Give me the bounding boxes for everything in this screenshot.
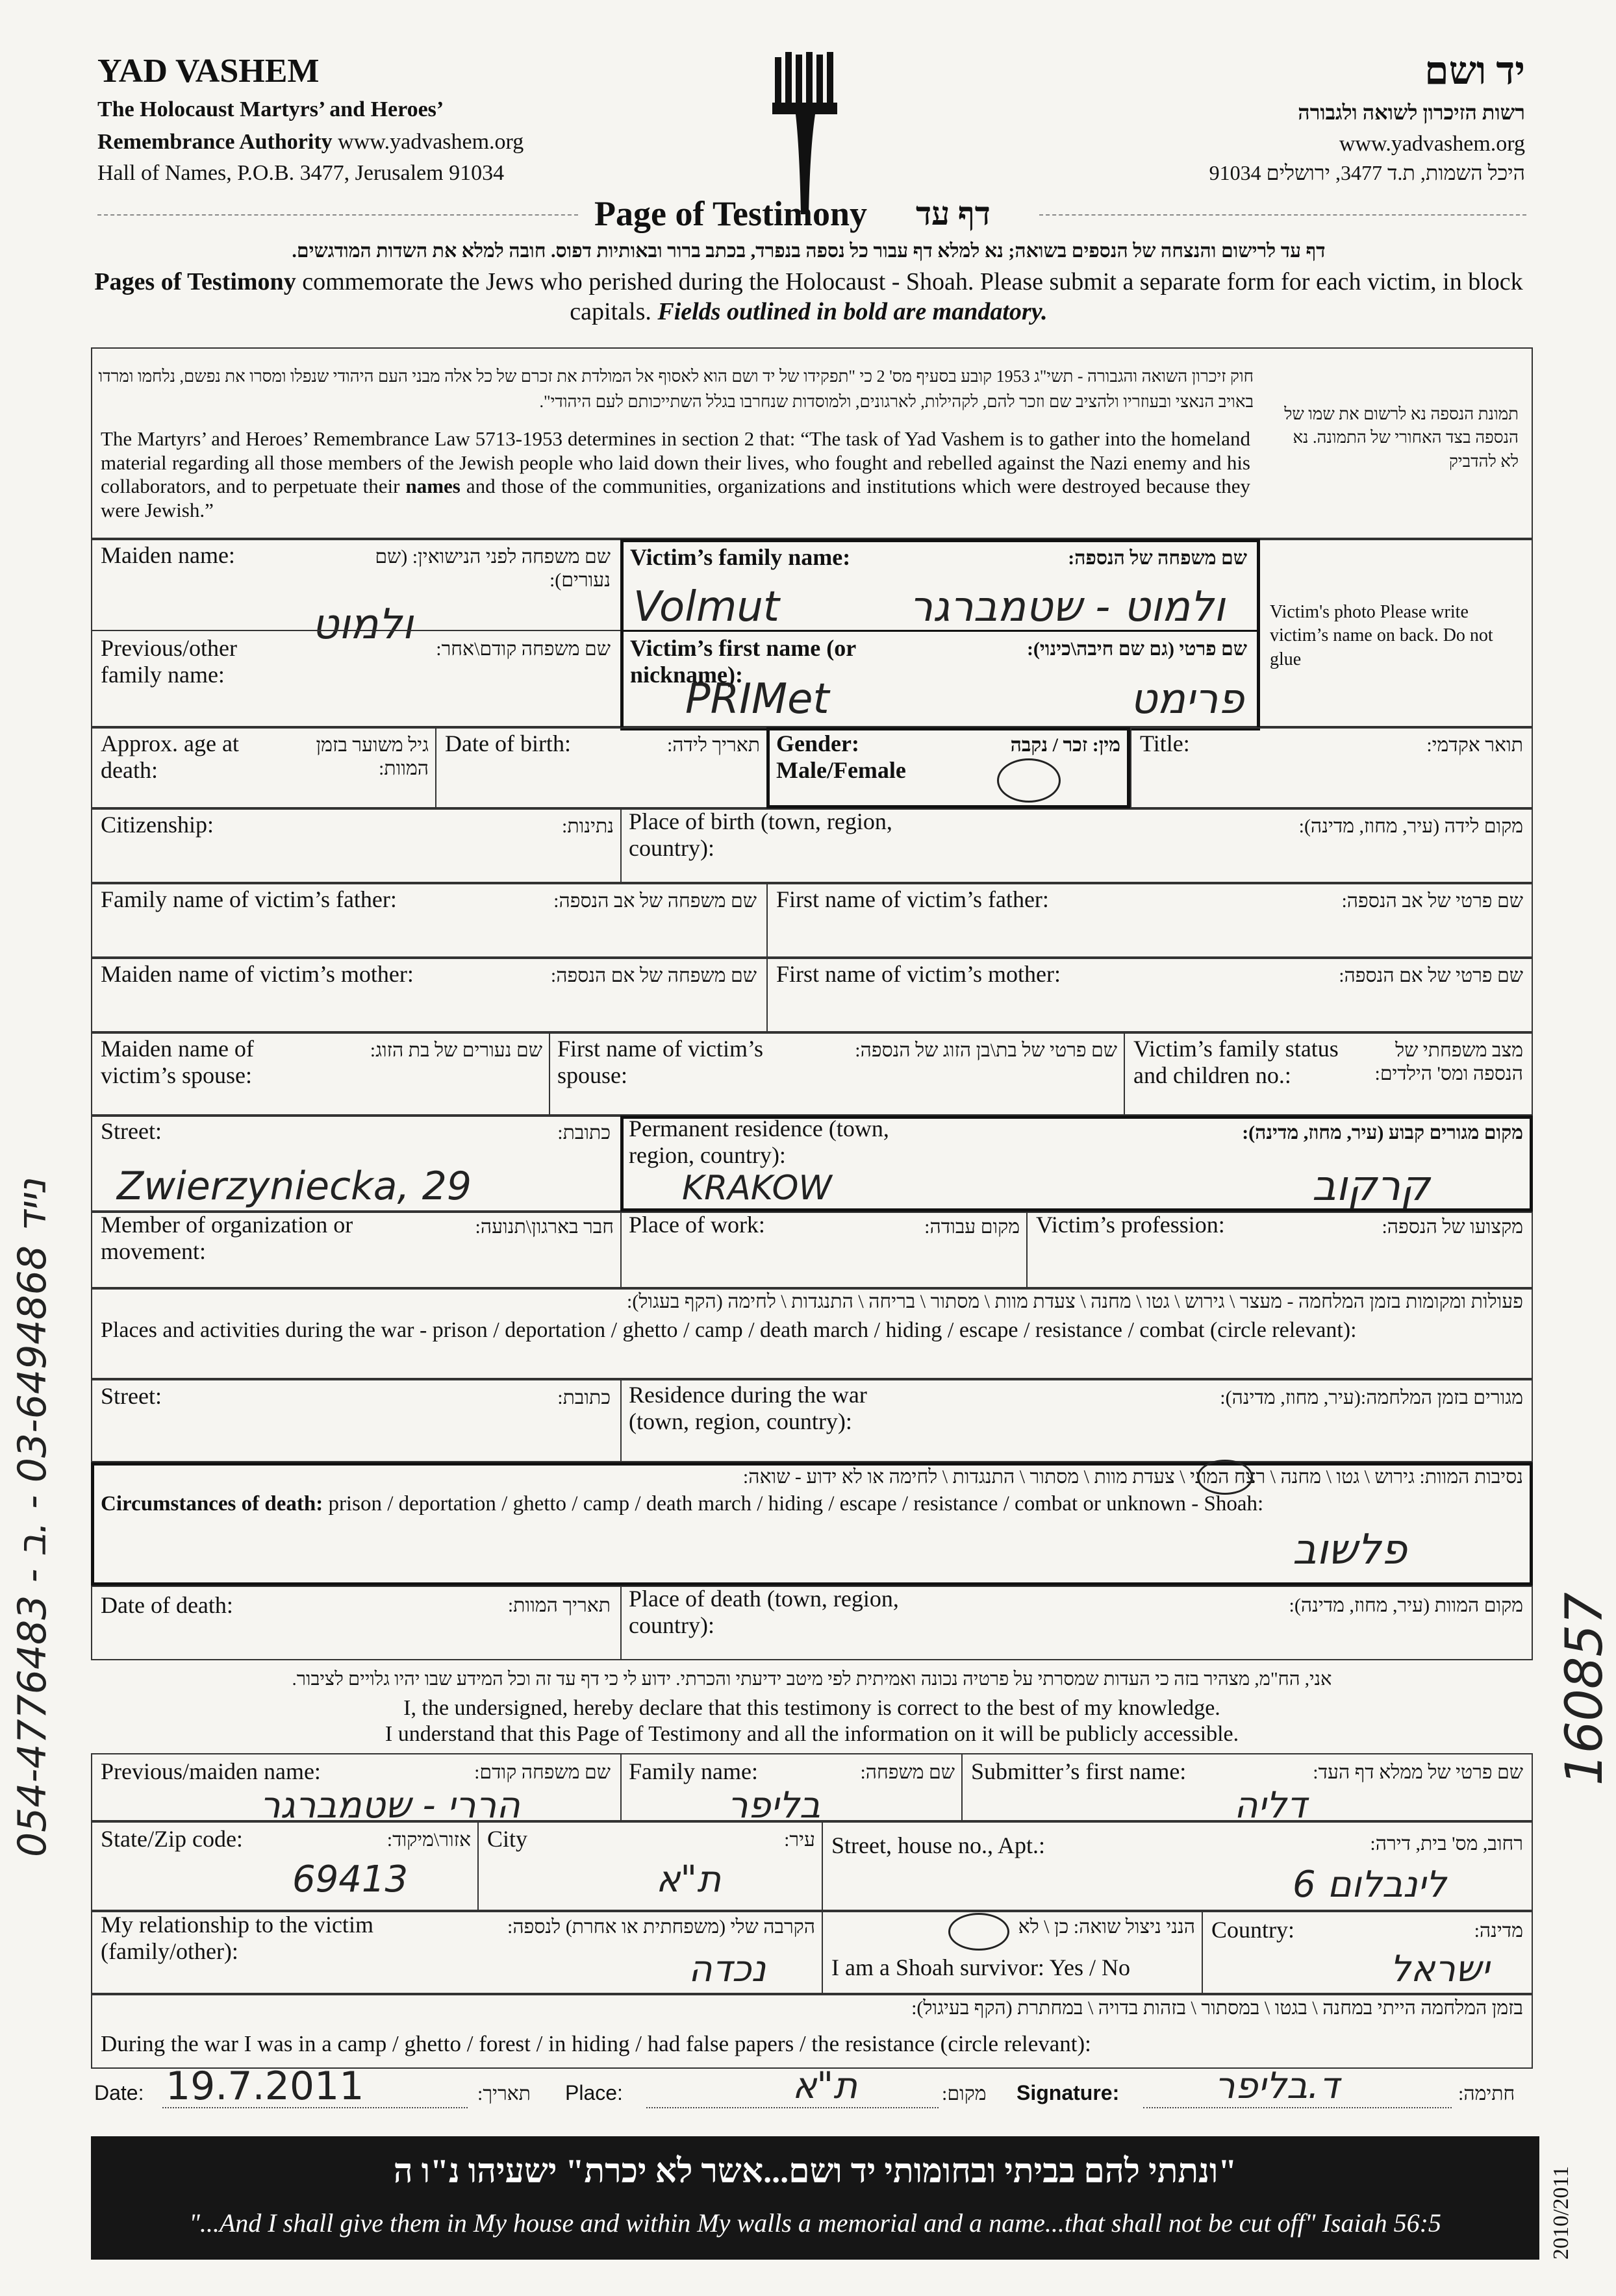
address-en: Hall of Names, P.O.B. 3477, Jerusalem 91034 [97,161,505,185]
submitter-street-value[interactable]: לינבלום 6 [1293,1864,1446,1906]
margin-record-number: 160857 [1556,1592,1614,1786]
law-he: חוק זיכרון השואה והגבורה - תשי"ג 1953 קובע בסעיף מס' 2 כי "תפקידו של יד ושם הוא לאסוף אל המולדת את זכרם של כל אלה מבני העם היהודי שנפלו ומסרו את נפשם, נלחמו ומרדו באויב הנאצי ובעוזריו ולהציב שם וזכר להם, לקהילות, לארגונים, ולמוסדות שנחרבו בגלל השתייכותם לעם היהודי". [98,367,1254,411]
profession-label-he: מקצועו של הנספה: [1382,1216,1523,1238]
date-value[interactable]: 19.7.2011 [166,2064,364,2109]
survivor-label-he: הנני ניצול שואה: כן \ לא [1018,1916,1195,1938]
war-street-label: Street: [101,1383,162,1409]
death-date-label: Date of death: [101,1592,233,1618]
divider-title [1130,727,1131,808]
circumstances-he: נסיבות המוות: גירוש \ גטו \ מחנה \ רצח המוני \ צעדת מוות \ מסתור \ התנגדות \ לחימה או לא ידוע - שואה: [742,1466,1523,1488]
zip-label-he: אזור\מיקוד: [386,1829,471,1851]
divider-work [620,1212,622,1288]
pob-label: Place of birth (town, region, country): [629,808,892,862]
org-subtitle-en: The Holocaust Martyrs’ and Heroes’ [97,97,444,121]
maiden-name-label: Maiden name: [101,542,235,568]
divider-addr-1 [477,1821,479,1911]
law-en-before: The Martyrs’ and Heroes’ Remembrance Law 5713-1953 determines in section 2 that: “The task of Yad Vashem is to gather into the homeland material regarding all those members of the Jewish people who laid down their lives, who fought and rebelled against the Nazi enemy and his collaborators, and to perpetuate their [101,427,1250,498]
family-name-value-en[interactable]: Volmut [633,583,779,631]
submitter-first-value[interactable]: דליה [1234,1784,1307,1827]
photo-frame[interactable] [1260,539,1533,727]
city-label-he: עיר: [784,1829,815,1851]
war-residence-label-he: מגורים בזמן המלחמה:(עיר, מחוז, מדינה): [1220,1387,1523,1408]
divider-spouse-2 [1124,1032,1125,1116]
father-first-label-he: שם פרטי של אב הנספה: [1341,890,1523,912]
date-label: Date: [94,2081,144,2104]
relationship-label-he: הקרבה שלי (משפחתית או אחרת) לנספה: [507,1916,815,1938]
date-label-he: תאריך: [477,2083,531,2104]
perm-residence-label-he: מקום מגורים קבוע (עיר, מחוז, מדינה): [1242,1122,1523,1143]
intro-en [91,268,1526,327]
place-label-he: מקום: [942,2083,987,2104]
first-name-value-en[interactable]: PRIMet [685,675,829,723]
divider-addr-2 [822,1821,823,1911]
org-name-en: YAD VASHEM [97,53,320,90]
header-rule-left [97,214,578,216]
first-name-label: Victim’s first name (or nickname): [630,635,856,688]
spouse-first-label: First name of victim’s spouse: [557,1036,763,1089]
intro-en-italic: Fields outlined in bold are mandatory. [657,297,1048,325]
zip-label: State/Zip code: [101,1826,243,1852]
submitter-prev-label-he: שם משפחה קודם: [474,1762,611,1783]
header-rule-right [1039,214,1526,216]
divider-first [620,630,1260,632]
citizenship-label: Citizenship: [101,812,214,838]
form-title-en: Page of Testimony [594,194,868,233]
spouse-maiden-label-he: שם נעורים של בת הזוג: [370,1040,542,1061]
places-he: פעולות ומקומות בזמן המלחמה - מעצר \ גירוש \ גטו \ מחנה \ צעדת מוות \ מסתור \ בריחה \ התנגדות \ לחימה (הקף בעגול): [627,1291,1523,1312]
quote-banner [91,2136,1539,2260]
place-value[interactable]: ת"א [792,2065,857,2107]
submitter-street-label-he: רחוב, מס' בית, דירה: [1370,1833,1523,1854]
mother-first-label-he: שם פרטי של אם הנספה: [1339,965,1523,986]
family-status-label-he: מצב משפחתי של הנספה ומס' הילדים: [1374,1040,1523,1084]
relationship-value[interactable]: נכדה [688,1948,766,1990]
camp-circle[interactable] [1197,1460,1253,1495]
divider-father [766,883,768,958]
perm-residence-value-he[interactable]: קרקוב [1312,1162,1430,1210]
mother-first-label: First name of victim’s mother: [776,961,1061,987]
dob-label-he: תאריך לידה: [666,734,760,756]
declaration-en-2: I understand that this Page of Testimony and all the information on it will be publicly accessible. [385,1722,1239,1746]
spouse-first-label-he: שם פרטי של בת\בן הזוג של הנספה: [855,1040,1117,1061]
father-family-label: Family name of victim’s father: [101,886,397,912]
submitter-family-value[interactable]: בליפר [727,1784,821,1827]
divider-mother [766,958,768,1032]
divider-war-residence [620,1379,622,1462]
org-name-he: יד ושם [1424,49,1525,92]
website-he: www.yadvashem.org [1339,132,1525,156]
banner-quote-en: "...And I shall give them in My house and within My walls a memorial and a name...that shall not be cut off" Isaiah 56:5 [189,2208,1441,2238]
submitter-family-label: Family name: [629,1758,758,1784]
war-street-label-he: כתובת: [557,1387,611,1408]
first-name-value-he[interactable]: פרימט [1130,675,1244,723]
dob-label: Date of birth: [445,730,571,756]
org-subtitle-he: רשות הזיכרון לשואה ולגבורה [1298,101,1525,124]
city-label: City [487,1826,528,1852]
website-en: www.yadvashem.org [338,130,524,154]
prev-name-label: Previous/other family name: [101,635,237,688]
divider-death [620,1586,622,1660]
age-label-he: גיל משוער בזמן המוות: [316,734,429,779]
war-experience-en: During the war I was in a camp / ghetto / forest / in hiding / had false papers / the resistance (circle relevant): [101,2031,1091,2056]
city-value[interactable]: ת"א [656,1858,721,1901]
prev-name-label-he: שם משפחה קודם\אחר: [436,638,611,660]
margin-phones: 054-4776483 - נייד 03-6494868 - .ב [10,1179,55,1857]
divider-rel-2 [1202,1911,1203,1994]
photo-note-he: תמונת הנספה נא לרשום את שמו של הנספה בצד האחורי של התמונה. נא לא להדביק [1284,405,1519,471]
divider-rel-1 [822,1911,823,1994]
declaration-en-1: I, the undersigned, hereby declare that this testimony is correct to the best of my knowledge. [403,1696,1220,1720]
divider-sub-2 [961,1753,963,1821]
zip-value[interactable]: 69413 [292,1858,409,1901]
signature-label-he: חתימה: [1458,2083,1515,2104]
spouse-maiden-label: Maiden name of victim’s spouse: [101,1036,254,1089]
country-label: Country: [1211,1917,1295,1943]
form-title-he: דף עד [916,195,991,232]
family-name-label-he: שם משפחה של הנספה: [1068,547,1247,569]
banner-quote-he: "ונתתי להם בביתי ובחומותי יד ושם...אשר לא יכרת" ישעיהו נ"ו ה [393,2153,1237,2190]
places-en: Places and activities during the war - prison / deportation / ghetto / camp / death march / hiding / escape / resistance / combat (circle relevant): [101,1318,1357,1342]
submitter-street-label: Street, house no., Apt.: [831,1832,1045,1858]
submitter-first-label: Submitter’s first name: [971,1758,1187,1784]
title-label: Title: [1140,730,1190,756]
maiden-name-label-he: שם משפחה לפני הנישואין: (שם נעורים): [375,546,611,591]
member-label: Member of organization or movement: [101,1212,353,1265]
street-label: Street: [101,1118,162,1144]
circumstances-en-rest: prison / deportation / ghetto / camp / death march / hiding / escape / resistance / combat or unknown - Shoah: [323,1492,1264,1516]
submitter-family-label-he: שם משפחה: [860,1762,955,1783]
signature-value[interactable]: ד.בליפר [1215,2065,1339,2107]
war-experience-he: בזמן המלחמה הייתי במחנה \ בגטו \ במסתור \ בזהות בדויה \ במחתרת (הקף בעיגול): [911,1997,1523,2019]
circumstances-en-bold: Circumstances of death: [101,1492,323,1516]
work-label: Place of work: [629,1212,765,1238]
country-value[interactable]: ישראל [1390,1948,1490,1990]
intro-en-rest: commemorate the Jews who perished during the Holocaust - Shoah. Please submit a separate form for each victim, in block capitals. [296,268,1523,325]
intro-he: דף עד לרישום והנצחה של הנספים בשואה; נא למלא דף עבור כל נספה בנפרד, בכתב ברור ובאותיות דפוס. חובה למלא את השדות המודגשים. [292,240,1326,262]
family-status-label: Victim’s family status and children no.: [1133,1036,1339,1089]
submitter-first-label-he: שם פרטי של ממלא דף העד: [1313,1762,1523,1783]
age-label: Approx. age at death: [101,730,239,784]
family-name-label: Victim’s family name: [630,544,851,570]
street-label-he: כתובת: [557,1122,611,1143]
org-authority-en: Remembrance Authority [97,130,333,154]
family-name-value-he[interactable]: ולמוט - שטמברגר [909,583,1225,631]
mother-maiden-label-he: שם משפחה של אם הנספה: [550,965,757,986]
signature-label: Signature: [1016,2081,1120,2104]
divider-pob [620,808,622,883]
survivor-no-circle[interactable] [948,1913,1009,1951]
submitter-prev-label: Previous/maiden name: [101,1758,321,1784]
law-en-after: and those of the communities, organizations and institutions which were destroyed because they were Jewish.” [101,475,1250,521]
father-family-label-he: שם משפחה של אב הנספה: [553,890,757,912]
yad-vashem-logo [770,52,841,214]
country-label-he: מדינה: [1474,1920,1523,1941]
death-place-label-he: מקום המוות (עיר, מחוז, מדינה): [1289,1595,1523,1616]
street-value[interactable]: Zwierzyniecka, 29 [117,1164,472,1209]
circumstances-value[interactable]: פלשוב [1293,1526,1408,1574]
divider-prev [91,630,620,631]
maiden-name-value[interactable]: ולמוט [312,601,414,649]
gender-label: Gender: Male/Female [776,730,906,784]
form-year: 2010/2011 [1549,2165,1573,2260]
place-label: Place: [565,2081,623,2104]
first-name-label-he: שם פרטי (גם שם חיבה\כינוי): [1026,638,1247,660]
divider-spouse-1 [549,1032,550,1116]
survivor-label: I am a Shoah survivor: Yes / No [831,1954,1130,1980]
member-label-he: חבר בארגון\תנועה: [475,1216,614,1238]
address-he: היכל השמות, ת.ד 3477, ירושלים 91034 [1209,161,1525,184]
gender-female-circle[interactable] [997,758,1061,803]
law-en [101,427,1250,522]
war-residence-label: Residence during the war (town, region, country): [629,1382,867,1435]
circumstances-en [101,1492,1263,1516]
photo-note-en: Victim's photo Please write victim’s name on back. Do not glue [1270,602,1493,669]
work-label-he: מקום עבודה: [924,1216,1020,1238]
intro-en-bold: Pages of Testimony [94,268,296,295]
divider-profession [1026,1212,1028,1288]
pob-label-he: מקום לידה (עיר, מחוז, מדינה): [1298,816,1523,837]
date-line [162,2107,468,2108]
death-place-label: Place of death (town, region, country): [629,1586,899,1639]
signature-line [1143,2107,1452,2108]
declaration-he: אני, הח"מ, מצהיר בזה כי העדות שמסרתי על פרטיה נכונה ואמיתית לפי מיטב ידיעתי והכרתי. ידוע לי כי דף עד זה וכל המידע שבו יהיו גלויים לציבור. [292,1669,1332,1690]
org-line3-en [97,130,524,155]
divider-age [435,727,436,808]
citizenship-label-he: נתינות: [562,816,614,837]
perm-residence-label: Permanent residence (town, region, country): [629,1116,889,1169]
father-first-label: First name of victim’s father: [776,886,1049,912]
profession-label: Victim’s profession: [1036,1212,1225,1238]
submitter-prev-value[interactable]: הררי - שטמברגר [260,1784,520,1827]
mother-maiden-label: Maiden name of victim’s mother: [101,961,414,987]
death-date-label-he: תאריך המוות: [507,1595,611,1616]
gender-label-he: מין: זכר / נקבה [1010,734,1120,756]
place-line [646,2107,939,2108]
law-en-bold: names [405,475,461,498]
title-label-he: תואר אקדמי: [1426,734,1523,756]
divider-sub-1 [620,1753,622,1821]
perm-residence-value-en[interactable]: KRAKOW [682,1169,832,1208]
relationship-label: My relationship to the victim (family/other): [101,1912,373,1965]
